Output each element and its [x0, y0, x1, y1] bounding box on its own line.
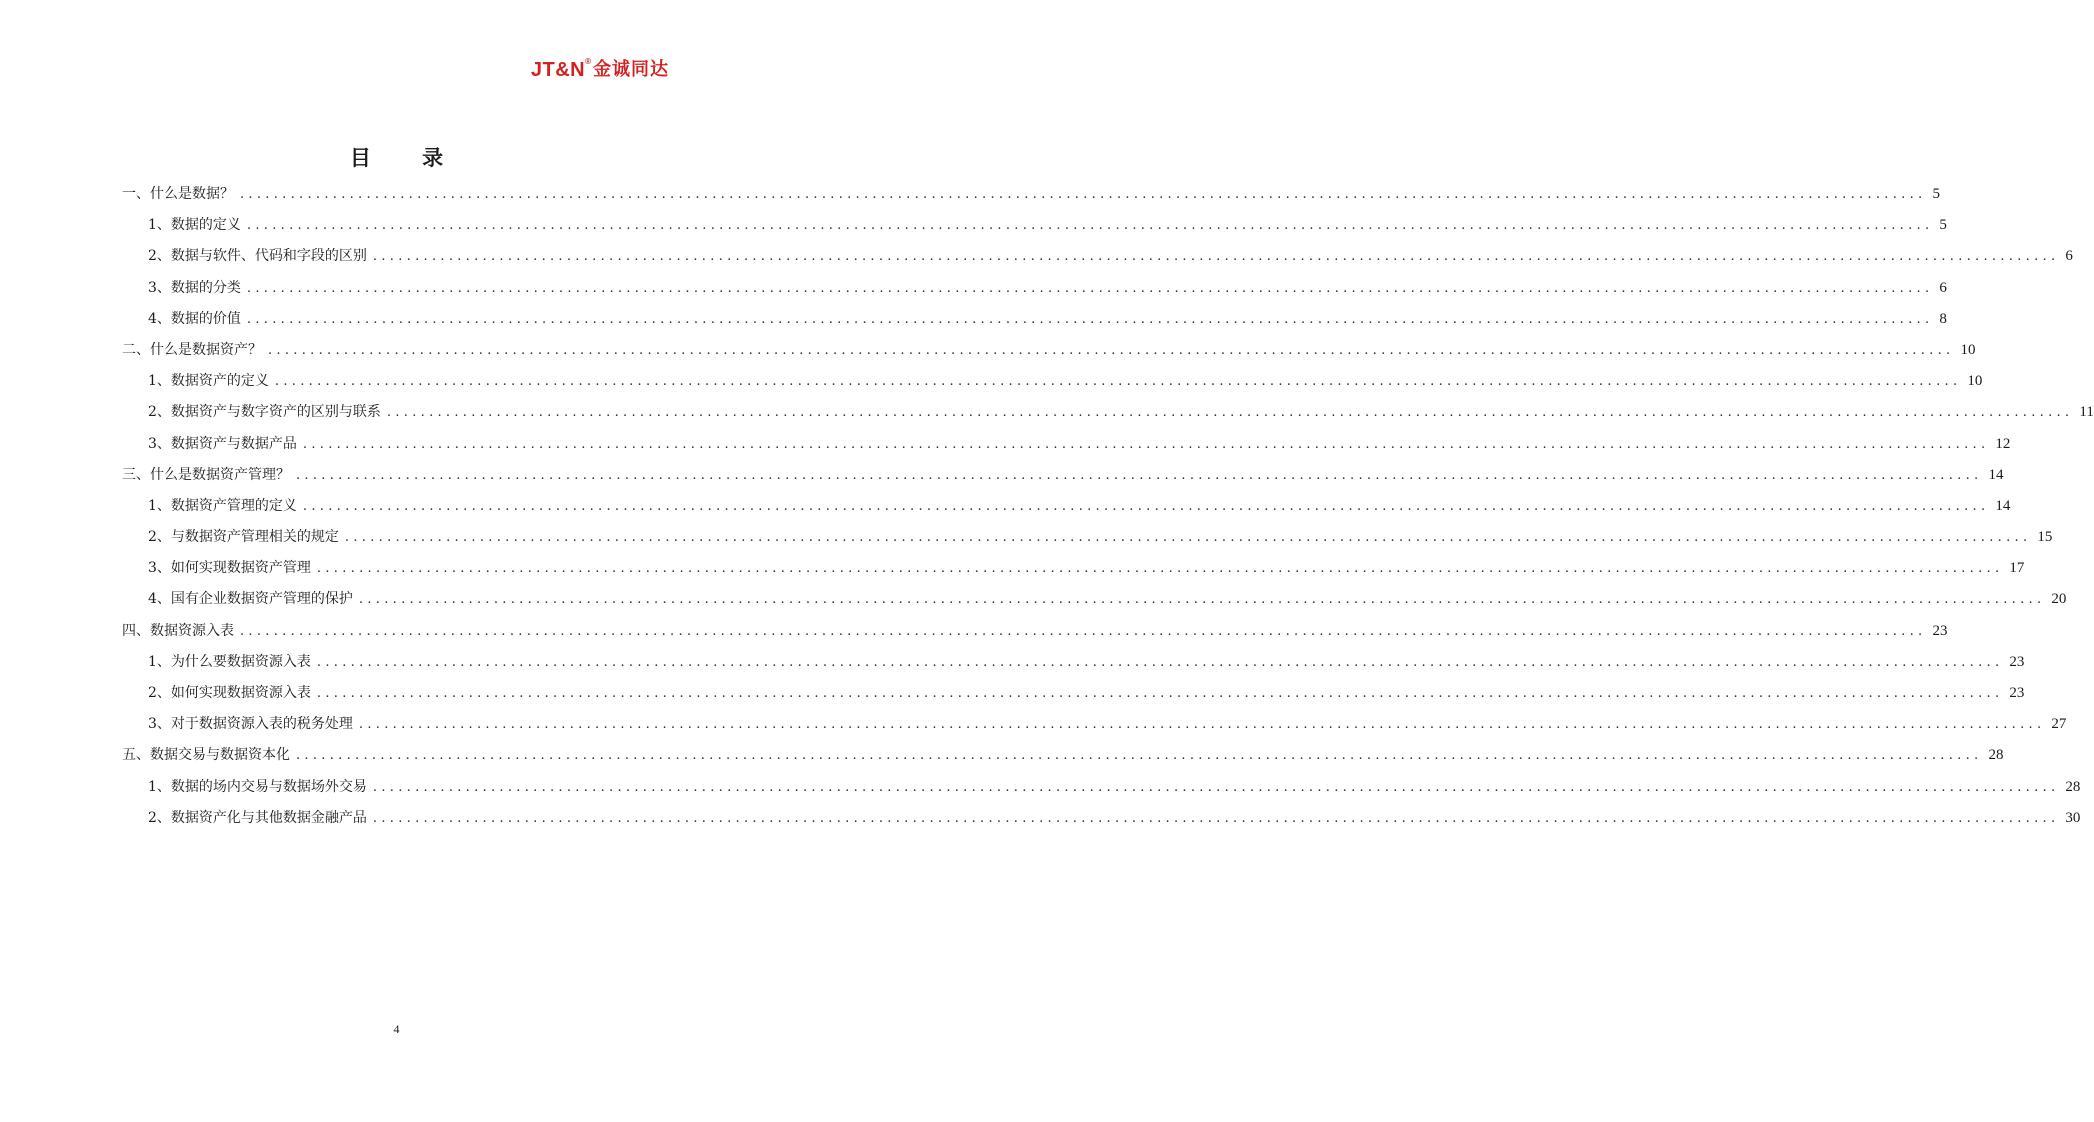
- toc-entry-label: 1、数据的定义: [148, 217, 241, 234]
- toc-entry-page: 11: [2079, 404, 2094, 421]
- company-logo: [531, 59, 669, 81]
- toc-entry-page: 14: [1995, 497, 2011, 514]
- toc-dot-leader: ........................................................................................................................................................................................................: [246, 218, 1934, 234]
- toc-subsection-entry[interactable]: [122, 522, 2053, 553]
- toc-entry-label: 一、什么是数据？: [122, 186, 234, 202]
- toc-entry-label: 2、数据资产化与其他数据金融产品: [148, 809, 367, 826]
- toc-entry-label: 1、数据资产管理的定义: [148, 497, 297, 514]
- toc-dot-leader: ........................................................................................................................................................................................................: [372, 810, 2060, 826]
- table-of-contents: [122, 179, 2094, 834]
- toc-section-entry[interactable]: [122, 335, 1976, 366]
- toc-entry-label: 3、数据资产与数据产品: [148, 435, 297, 452]
- toc-entry-page: 10: [1967, 373, 1983, 390]
- toc-dot-leader: ........................................................................................................................................................................................................: [246, 280, 1934, 296]
- toc-entry-label: 4、国有企业数据资产管理的保护: [148, 591, 353, 608]
- toc-subsection-entry[interactable]: [122, 647, 2025, 678]
- toc-entry-page: 30: [2065, 809, 2081, 826]
- toc-entry-label: 四、数据资源入表: [122, 622, 234, 639]
- toc-dot-leader: ........................................................................................................................................................................................................: [316, 561, 2004, 577]
- toc-dot-leader: ........................................................................................................................................................................................................: [372, 249, 2060, 265]
- toc-dot-leader: ........................................................................................................................................................................................................: [316, 654, 2004, 670]
- toc-dot-leader: ........................................................................................................................................................................................................: [296, 748, 1983, 764]
- toc-entry-page: 14: [1988, 466, 2004, 483]
- toc-subsection-entry[interactable]: [122, 584, 2067, 615]
- toc-entry-page: 6: [2065, 248, 2073, 265]
- toc-entry-page: 23: [1932, 622, 1948, 639]
- registered-mark: ®: [585, 57, 591, 66]
- toc-entry-page: 8: [1939, 310, 1947, 327]
- toc-subsection-entry[interactable]: [122, 553, 2025, 584]
- toc-entry-label: 4、数据的价值: [148, 310, 241, 327]
- toc-entry-label: 2、如何实现数据资源入表: [148, 685, 311, 701]
- toc-entry-page: 23: [2009, 653, 2025, 670]
- toc-subsection-entry[interactable]: [122, 273, 1947, 304]
- toc-entry-page: 15: [2037, 529, 2053, 546]
- toc-entry-label: 1、数据的场内交易与数据场外交易: [148, 778, 367, 795]
- toc-dot-leader: ........................................................................................................................................................................................................: [358, 592, 2046, 608]
- toc-dot-leader: ........................................................................................................................................................................................................: [296, 467, 1983, 483]
- toc-subsection-entry[interactable]: [122, 772, 2081, 803]
- toc-entry-page: 17: [2009, 560, 2025, 577]
- toc-section-entry[interactable]: [122, 740, 2004, 771]
- toc-entry-page: 6: [1939, 279, 1947, 296]
- toc-section-entry[interactable]: [122, 460, 2004, 491]
- toc-entry-label: 3、数据的分类: [148, 279, 241, 296]
- toc-entry-label: 2、数据与软件、代码和字段的区别: [148, 248, 367, 265]
- toc-dot-leader: ........................................................................................................................................................................................................: [274, 374, 1962, 390]
- toc-dot-leader: ........................................................................................................................................................................................................: [240, 187, 1927, 202]
- toc-entry-label: 2、与数据资产管理相关的规定: [148, 529, 339, 546]
- toc-subsection-entry[interactable]: [122, 678, 2025, 709]
- toc-entry-page: 5: [1939, 217, 1947, 234]
- toc-subsection-entry[interactable]: [122, 210, 1947, 241]
- toc-entry-page: 28: [2065, 778, 2081, 795]
- toc-dot-leader: ........................................................................................................................................................................................................: [358, 717, 2046, 733]
- toc-subsection-entry[interactable]: [122, 397, 2094, 428]
- toc-subsection-entry[interactable]: [122, 241, 2073, 272]
- toc-title: 目 录: [349, 146, 466, 170]
- toc-entry-label: 2、数据资产与数字资产的区别与联系: [148, 404, 381, 421]
- toc-entry-label: 二、什么是数据资产？: [122, 341, 262, 358]
- toc-subsection-entry[interactable]: [122, 429, 2011, 460]
- toc-entry-page: 12: [1995, 435, 2011, 452]
- toc-dot-leader: ........................................................................................................................................................................................................: [344, 530, 2032, 546]
- toc-dot-leader: ........................................................................................................................................................................................................: [316, 686, 2004, 701]
- logo-mark: JT&N: [530, 59, 586, 81]
- toc-entry-label: 1、为什么要数据资源入表: [148, 653, 311, 670]
- toc-dot-leader: ........................................................................................................................................................................................................: [246, 311, 1934, 327]
- toc-entry-label: 1、数据资产的定义: [148, 373, 269, 390]
- toc-subsection-entry[interactable]: [122, 304, 1947, 335]
- toc-entry-page: 5: [1932, 186, 1940, 202]
- toc-subsection-entry[interactable]: [122, 491, 2011, 522]
- page-number: 4: [393, 1022, 400, 1036]
- toc-entry-page: 20: [2051, 591, 2067, 608]
- toc-dot-leader: ........................................................................................................................................................................................................: [268, 342, 1955, 358]
- toc-section-entry[interactable]: [122, 616, 1948, 647]
- toc-entry-page: 27: [2051, 716, 2067, 733]
- toc-entry-page: 10: [1960, 341, 1976, 358]
- toc-dot-leader: ........................................................................................................................................................................................................: [372, 779, 2060, 795]
- toc-entry-label: 三、什么是数据资产管理？: [122, 466, 290, 483]
- toc-subsection-entry[interactable]: [122, 803, 2081, 834]
- toc-section-entry[interactable]: [122, 179, 1940, 210]
- toc-entry-page: 23: [2009, 685, 2025, 701]
- toc-entry-label: 3、对于数据资源入表的税务处理: [148, 716, 353, 733]
- toc-dot-leader: ........................................................................................................................................................................................................: [302, 498, 1990, 514]
- toc-subsection-entry[interactable]: [122, 709, 2067, 740]
- toc-dot-leader: ........................................................................................................................................................................................................: [386, 405, 2074, 421]
- toc-entry-label: 五、数据交易与数据资本化: [122, 747, 290, 764]
- logo-chinese-name: 金诚同达: [593, 59, 669, 80]
- toc-entry-label: 3、如何实现数据资产管理: [148, 560, 311, 577]
- toc-dot-leader: ........................................................................................................................................................................................................: [240, 623, 1927, 639]
- toc-dot-leader: ........................................................................................................................................................................................................: [302, 436, 1990, 452]
- toc-subsection-entry[interactable]: [122, 366, 1983, 397]
- toc-entry-page: 28: [1988, 747, 2004, 764]
